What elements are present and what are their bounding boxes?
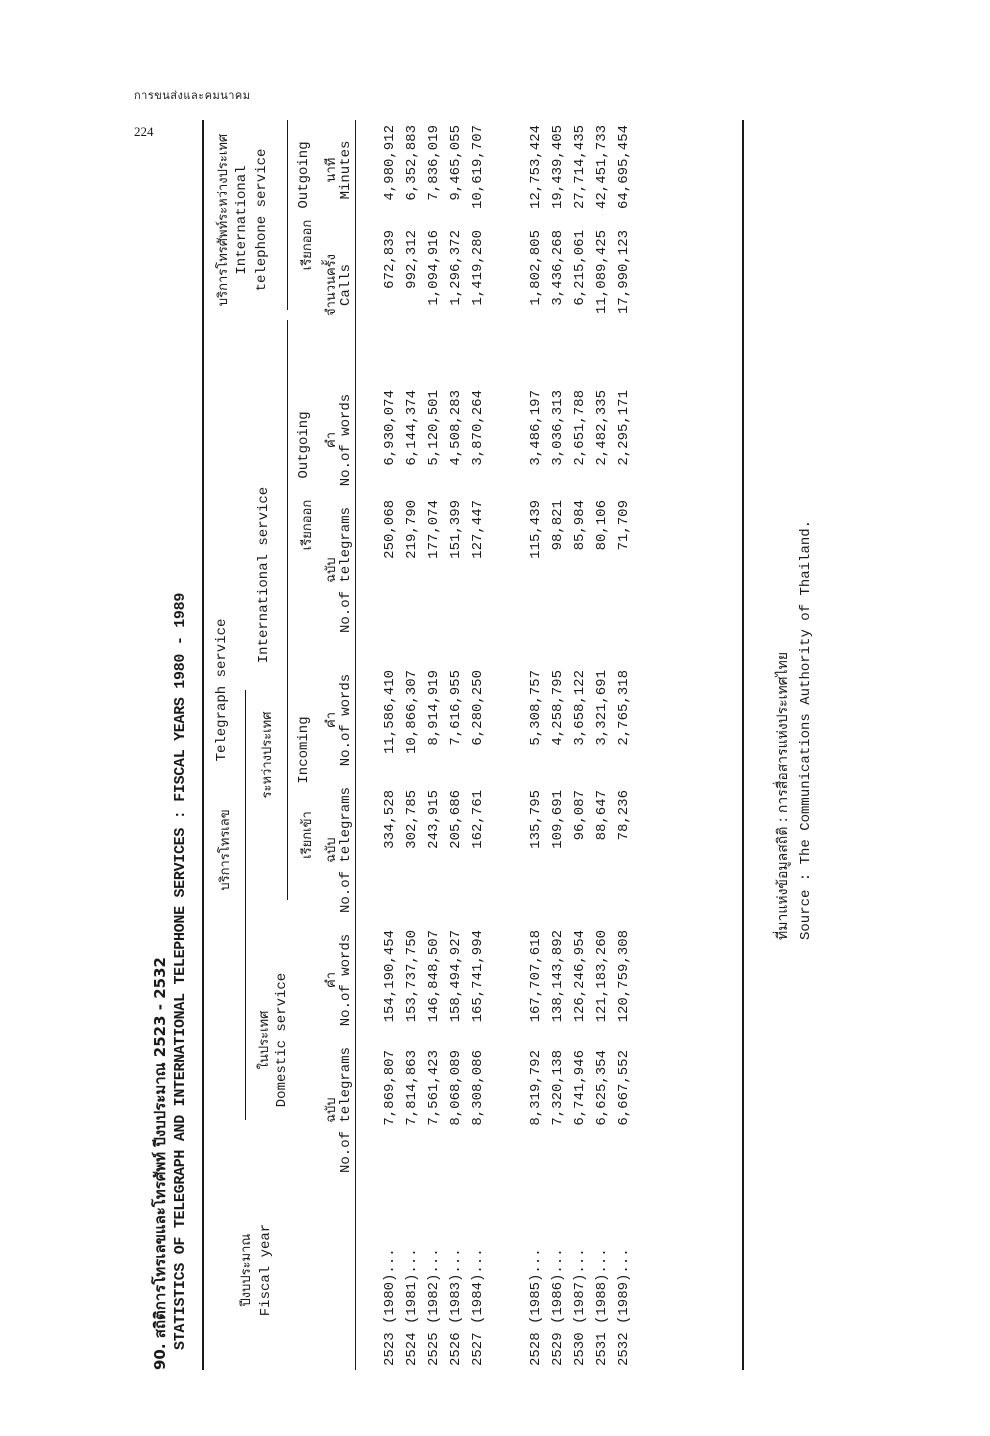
table-cell: 158,494,927: [448, 930, 464, 1023]
table-title-english: STATISTICS OF TELEGRAPH AND INTERNATIONAL TELEPHONE SERVICES : FISCAL YEARS 1980 - 1989: [172, 592, 189, 1350]
source-note-thai: ที่มาแห่งข้อมูลสถิติ : การสื่อสารแห่งประเทศไทย: [775, 651, 791, 940]
table-cell: 96,087: [572, 790, 588, 841]
table-cell: 243,915: [426, 790, 442, 849]
table-cell: 146,848,507: [426, 930, 442, 1023]
fiscal-year-header-english: Fiscal year: [258, 1223, 274, 1317]
telephone-outgoing-header-thai: เรียกออก: [300, 219, 315, 271]
table-cell: 4,258,795: [550, 670, 566, 746]
table-cell: 109,691: [550, 790, 566, 849]
rotated-table-block: [130, 120, 830, 1380]
table-cell: 64,695,454: [616, 125, 632, 210]
table-cell: 2,482,335: [594, 390, 610, 466]
table-cell: 120,759,308: [616, 930, 632, 1023]
table-cell: 165,741,994: [470, 930, 486, 1023]
table-cell: 8,914,919: [426, 670, 442, 746]
table-cell: 992,312: [404, 230, 420, 289]
col-2-unit-english: No.of words: [338, 933, 354, 1027]
table-cell: 7,320,138: [550, 1050, 566, 1126]
table-cell: 3,436,268: [550, 230, 566, 306]
domestic-service-header-thai: ในประเทศ: [257, 1010, 272, 1070]
table-cell: 205,686: [448, 790, 464, 849]
table-cell: 85,984: [572, 500, 588, 551]
col-6-unit-english: No.of words: [338, 393, 354, 487]
col-3-unit-thai: ฉบับ: [324, 837, 339, 863]
table-cell: 7,561,423: [426, 1050, 442, 1126]
table-cell: 17,990,123: [616, 230, 632, 315]
fiscal-year-cell: 2527 (1984)...: [470, 1248, 486, 1366]
table-cell: 3,486,197: [528, 390, 544, 466]
fiscal-year-cell: 2524 (1981)...: [404, 1248, 420, 1366]
fiscal-year-cell: 2528 (1985)...: [528, 1248, 544, 1366]
table-cell: 334,528: [382, 790, 398, 849]
table-cell: 6,741,946: [572, 1050, 588, 1126]
col-5-unit-english: No.of telegrams: [338, 506, 354, 634]
table-cell: 219,790: [404, 500, 420, 559]
table-cell: 3,658,122: [572, 670, 588, 746]
table-cell: 7,869,807: [382, 1050, 398, 1126]
table-cell: 6,930,074: [382, 390, 398, 466]
telephone-span-rule: [287, 120, 288, 310]
col-2-unit-thai: คำ: [324, 972, 339, 988]
fiscal-year-cell: 2531 (1988)...: [594, 1248, 610, 1366]
table-cell: 5,120,501: [426, 390, 442, 466]
telephone-service-header-thai: บริการโทรศัพท์ระหว่างประเทศ: [216, 133, 231, 307]
table-cell: 7,616,955: [448, 670, 464, 746]
table-cell: 8,319,792: [528, 1050, 544, 1126]
table-cell: 127,447: [470, 500, 486, 559]
fiscal-year-cell: 2523 (1980)...: [382, 1248, 398, 1366]
incoming-header-thai: เรียกเข้า: [300, 811, 315, 859]
col-6-unit-thai: คำ: [324, 432, 339, 448]
running-head: การขนส่งและคมนาคม: [134, 89, 251, 102]
table-cell: 6,625,354: [594, 1050, 610, 1126]
table-cell: 135,795: [528, 790, 544, 849]
col-7-unit-english: Calls: [338, 264, 354, 307]
col-5-unit-thai: ฉบับ: [324, 557, 339, 583]
table-cell: 4,980,912: [382, 125, 398, 201]
table-cell: 1,802,805: [528, 230, 544, 306]
col-1-unit-thai: ฉบับ: [324, 1097, 339, 1123]
telephone-service-header-english-2: telephone service: [254, 148, 270, 292]
fiscal-year-header-thai: ปีงบประมาณ: [239, 1233, 254, 1307]
telegraph-service-header-english: Telegraph service: [214, 618, 230, 762]
table-cell: 12,753,424: [528, 125, 544, 210]
telephone-service-header-english-1: International: [234, 165, 250, 275]
table-cell: 42,451,733: [594, 125, 610, 210]
col-7-unit-thai: จำนวนครั้ง: [324, 253, 339, 317]
outgoing-header-english: Outgoing: [296, 411, 312, 479]
table-cell: 98,821: [550, 500, 566, 551]
fiscal-year-cell: 2525 (1982)...: [426, 1248, 442, 1366]
table-cell: 154,190,454: [382, 930, 398, 1023]
table-cell: 126,246,954: [572, 930, 588, 1023]
table-cell: 115,439: [528, 500, 544, 559]
telegraph-span-rule: [245, 690, 246, 1120]
table-cell: 177,074: [426, 500, 442, 559]
table-cell: 250,068: [382, 500, 398, 559]
col-4-unit-thai: คำ: [324, 712, 339, 728]
table-cell: 7,836,019: [426, 125, 442, 201]
table-cell: 3,321,691: [594, 670, 610, 746]
telephone-outgoing-header-english: Outgoing: [296, 141, 312, 209]
table-cell: 71,709: [616, 500, 632, 551]
table-cell: 6,144,374: [404, 390, 420, 466]
col-1-unit-english: No.of telegrams: [338, 1046, 354, 1174]
table-cell: 151,399: [448, 500, 464, 559]
table-cell: 9,465,055: [448, 125, 464, 201]
table-cell: 7,814,863: [404, 1050, 420, 1126]
source-note-english: Source : The Communications Authority of Thailand.: [798, 519, 814, 940]
international-span-rule: [287, 320, 288, 900]
statistics-table: [130, 120, 830, 1380]
table-cell: 1,094,916: [426, 230, 442, 306]
top-rule: [202, 120, 204, 1370]
incoming-header-english: Incoming: [296, 716, 312, 784]
fiscal-year-cell: 2532 (1989)...: [616, 1248, 632, 1366]
table-cell: 6,667,552: [616, 1050, 632, 1126]
table-cell: 167,707,618: [528, 930, 544, 1023]
table-cell: 121,183,260: [594, 930, 610, 1023]
table-cell: 5,308,757: [528, 670, 544, 746]
table-cell: 10,866,307: [404, 670, 420, 755]
domestic-service-header-english: Domestic service: [274, 972, 290, 1108]
table-cell: 3,870,264: [470, 390, 486, 466]
col-8-unit-english: Minutes: [338, 140, 354, 200]
table-cell: 6,280,250: [470, 670, 486, 746]
fiscal-year-cell: 2530 (1987)...: [572, 1248, 588, 1366]
table-cell: 6,352,883: [404, 125, 420, 201]
international-service-header-thai: ระหว่างประเทศ: [260, 711, 275, 799]
table-cell: 2,295,171: [616, 390, 632, 466]
telegraph-service-header-thai: บริการโทรเลข: [218, 809, 233, 891]
table-cell: 10,619,707: [470, 125, 486, 210]
table-cell: 302,785: [404, 790, 420, 849]
table-cell: 672,839: [382, 230, 398, 289]
table-cell: 11,089,425: [594, 230, 610, 315]
table-cell: 78,236: [616, 790, 632, 841]
table-cell: 8,308,086: [470, 1050, 486, 1126]
outgoing-header-thai: เรียกออก: [300, 499, 315, 551]
fiscal-year-cell: 2526 (1983)...: [448, 1248, 464, 1366]
table-cell: 3,036,313: [550, 390, 566, 466]
table-cell: 162,761: [470, 790, 486, 849]
table-title-thai: 90. สถิติการโทรเลขและโทรศัพท์ ปีงบประมาณ 2523 - 2532: [151, 957, 169, 1370]
col-8-unit-thai: นาที: [324, 157, 339, 183]
table-cell: 11,586,410: [382, 670, 398, 755]
table-cell: 80,106: [594, 500, 610, 551]
table-cell: 88,647: [594, 790, 610, 841]
col-3-unit-english: No.of telegrams: [338, 786, 354, 914]
page-number: 224: [134, 124, 154, 139]
col-4-unit-english: No.of words: [338, 673, 354, 767]
table-cell: 1,296,372: [448, 230, 464, 306]
table-cell: 1,419,280: [470, 230, 486, 306]
table-cell: 19,439,405: [550, 125, 566, 210]
table-cell: 153,737,750: [404, 930, 420, 1023]
table-cell: 8,068,089: [448, 1050, 464, 1126]
table-cell: 4,508,283: [448, 390, 464, 466]
table-cell: 138,143,892: [550, 930, 566, 1023]
bottom-rule: [742, 120, 744, 1370]
table-cell: 2,651,788: [572, 390, 588, 466]
header-bottom-rule: [355, 120, 356, 1370]
table-cell: 2,765,318: [616, 670, 632, 746]
table-cell: 6,215,061: [572, 230, 588, 306]
international-service-header-english: International service: [256, 486, 272, 664]
fiscal-year-cell: 2529 (1986)...: [550, 1248, 566, 1366]
table-cell: 27,714,435: [572, 125, 588, 210]
